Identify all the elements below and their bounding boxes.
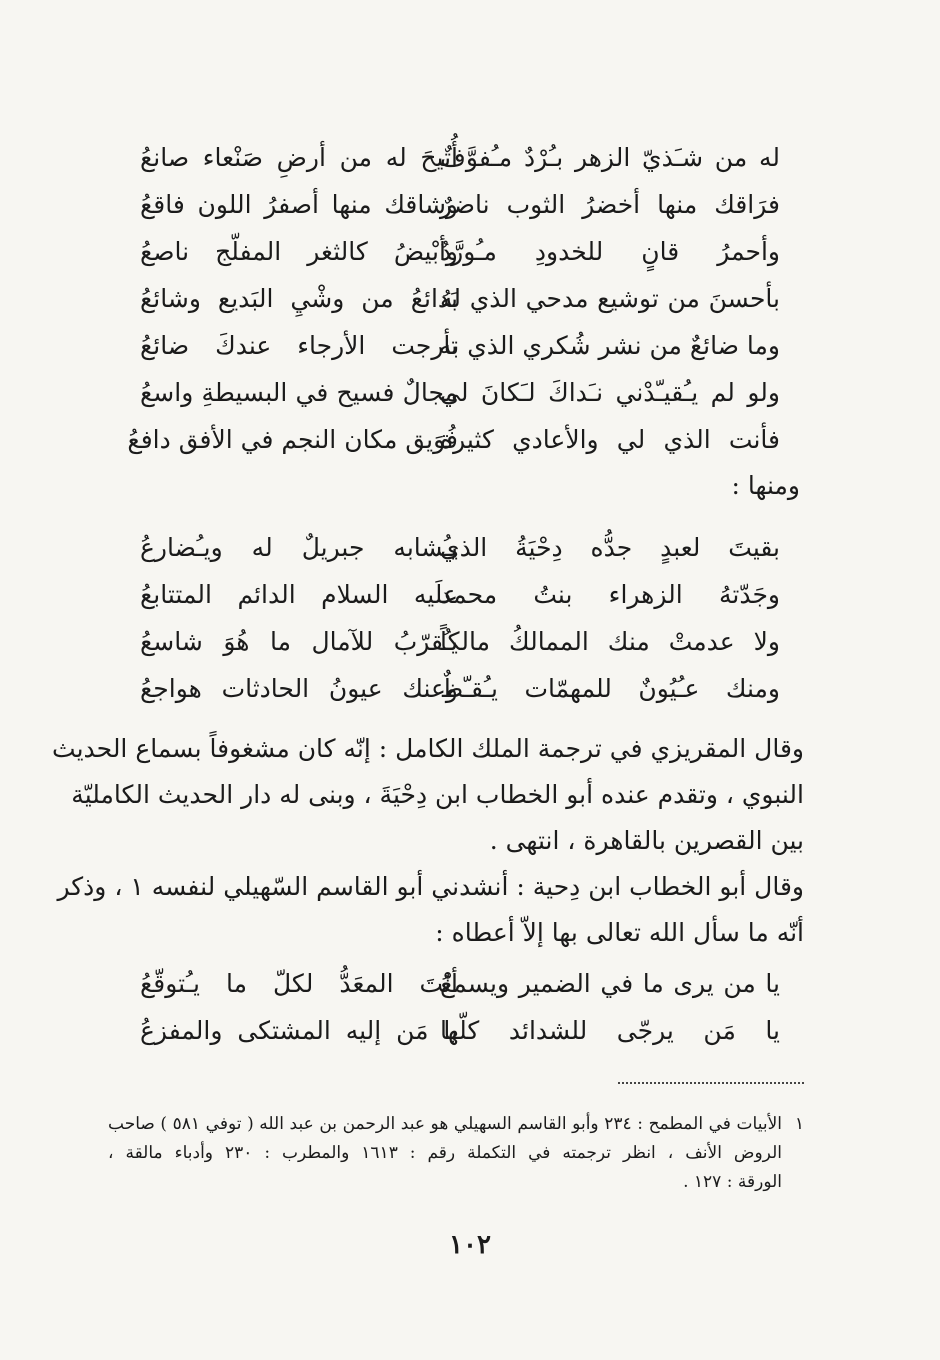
footnote-number: ١ — [794, 1114, 804, 1134]
first-hemistich: بقيتَ لعبدٍ جدُّه دِحْيَةُ الذي — [440, 533, 780, 562]
footnote-text: الأبيات في المطمح : ٢٣٤ وأبو القاسم السهيلي هو عبد الرحمن بن عبد الله ( توفي ٥٨١ ) صاحب — [108, 1114, 782, 1134]
second-hemistich: بَدائعُ من وشْيِ البَديع وشائعُ — [140, 284, 458, 313]
second-hemistich: مجالٌ فسيح في البسيطةِ واسعُ — [140, 378, 458, 407]
first-hemistich: ولو لم يـُقيـّدْني نـَداكَ لـَكانَ لي — [440, 378, 780, 407]
second-hemistich: وعنك عيونُ الحادثات هواجعُ — [140, 674, 458, 703]
first-hemistich: بأحسنَ من توشيع مدحي الذي لهُ — [440, 284, 780, 313]
first-hemistich: ولا عدمتْ منك الممالكُ مالكاً — [440, 627, 780, 656]
prose-line: وقال المقريزي في ترجمة الملك الكامل : إنّه كان مشغوفاً بسماع الحديث — [52, 734, 804, 763]
footnote-line — [108, 1110, 804, 1139]
second-hemistich: تأرجت الأرجاء عندكَ ضائعُ — [140, 331, 458, 360]
verse-line — [100, 524, 800, 571]
prose-line: النبوي ، وتقدم عنده أبو الخطاب ابن دِحْيَةَ ، وبنى له دار الحديث الكامليّة — [71, 780, 804, 809]
first-hemistich: يا مَن يرجّى للشدائد كلّها — [440, 1016, 780, 1045]
first-hemistich: وجَدّتهُ الزهراء بنتُ محمد — [440, 580, 780, 609]
verse-line — [100, 228, 800, 275]
section-label: ومنها : — [731, 471, 800, 500]
second-hemistich: يا مَن إليه المشتكى والمفزعُ — [140, 1016, 458, 1045]
second-hemistich: أنْتَ المعَدُّ لكلّ ما يـُتوقّعُ — [140, 969, 458, 998]
verse-line — [100, 275, 800, 322]
footnote-divider — [618, 1082, 804, 1084]
second-hemistich: أُتيحَ له من أرضِ صَنْعاء صانعُ — [140, 143, 458, 172]
verse-line — [100, 960, 800, 1007]
verse-line — [100, 181, 800, 228]
poem-block-3 — [100, 960, 800, 1054]
first-hemistich: له من شـَذيّ الزهر بـُرْدٌ مـُفوَّفٌ — [440, 143, 780, 172]
second-hemistich: علَيه السلام الدائم المتتابعُ — [140, 580, 458, 609]
footnotes — [108, 1110, 804, 1197]
prose-line: بين القصرين بالقاهرة ، انتهى . — [489, 826, 804, 855]
second-hemistich: وأبْيضُ كالثغر المفلّج ناصعُ — [140, 237, 458, 266]
second-hemistich: فُوَيق مكان النجم في الأفق دافعُ — [127, 425, 458, 454]
verse-line — [100, 571, 800, 618]
verse-line — [100, 322, 800, 369]
verse-line — [100, 618, 800, 665]
verse-line — [100, 665, 800, 712]
verse-line — [100, 416, 800, 463]
poem-block-2 — [100, 524, 800, 712]
second-hemistich: وشاقك منها أصفرُ اللون فاقعُ — [140, 190, 458, 219]
first-hemistich: يا من يرى ما في الضمير ويسمعُ — [440, 969, 780, 998]
verse-line — [100, 1007, 800, 1054]
first-hemistich: فأنت الذي لي والأعادي كثيرة — [440, 425, 780, 454]
verse-line — [100, 369, 800, 416]
first-hemistich: وما ضائعٌ من نشر شُكري الذي به — [438, 331, 780, 360]
page-number: ١٠٢ — [449, 1230, 491, 1260]
second-hemistich: يـُقرّبُ للآمال ما هُوَ شاسعُ — [140, 627, 458, 656]
prose-line: وقال أبو الخطاب ابن دِحية : أنشدني أبو القاسم السّهيلي لنفسه ١ ، وذكر — [57, 872, 804, 901]
prose-line: أنّه ما سأل الله تعالى بها إلاّ أعطاه : — [435, 918, 804, 947]
poem-block-1 — [100, 134, 800, 463]
footnote-line: الروض الأنف ، انظر ترجمته في التكملة رقم : ١٦١٣ والمطرب : ٢٣٠ وأدباء مالقة ، — [108, 1143, 782, 1163]
first-hemistich: فرَاقك منها أخضرُ الثوب ناضرٌ — [440, 190, 780, 219]
prose-paragraph-ibn-dihya — [57, 864, 804, 956]
first-hemistich: ومنك عـُيُونٌ للمهمّات يـُقـّظٌ — [440, 674, 780, 703]
first-hemistich: وأحمرُ قانٍ للخدودِ مـُورَّدٌ — [440, 237, 780, 266]
prose-paragraph-maqrizi — [52, 726, 804, 864]
verse-line — [100, 134, 800, 181]
second-hemistich: يـُشابه جبريلٌ له ويـُضارعُ — [140, 533, 458, 562]
footnote-line: الورقة : ١٢٧ . — [683, 1172, 782, 1192]
